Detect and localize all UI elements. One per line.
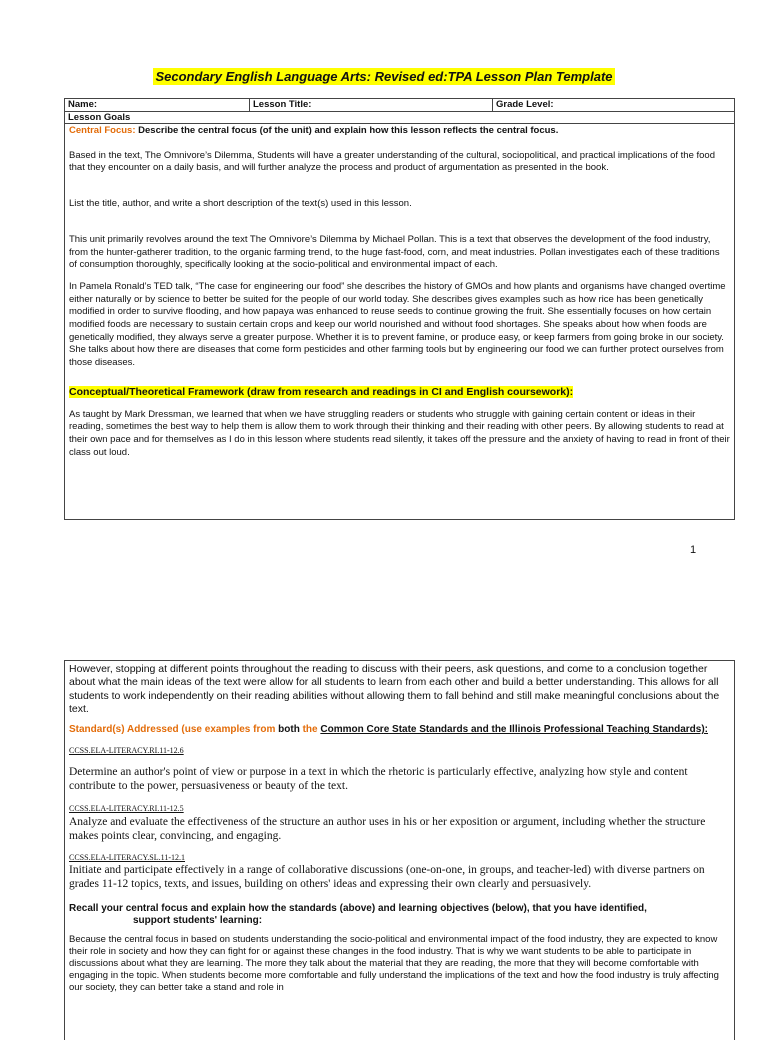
lesson-goals-content — [65, 124, 734, 459]
standard-code-3[interactable]: CCSS.ELA-LITERACY.SL.11-12.1 — [69, 852, 186, 862]
standard-text-1: Determine an author's point of view or purpose in a text in which the rhetoric is particularly effective, analyzing how style and content contribute to the power, persuasiveness or beauty of the text. — [69, 765, 688, 792]
texts-paragraph-2: In Pamela Ronald’s TED talk, “The case for engineering our food” she describes the history of GMOs and how plants and organisms have changed overtime either naturally or by science to better be suited for the people of our world today. She describes gives examples such as how rice has been genetically modified in order to survive flooding, and how papaya was enhanced to reuse seeds to continue growing the fruit. She essentially focuses on how certain modified foods are necessary to sustain certain crops and keep our world nourished and without food shortages. She speaks about how when foods are genetically modified, they always serve a greater purpose. Whether it is to prevent famine, or produce easy, or keep farmers from going broke in our society. She talks about how there are diseases that come form pesticides and other farming tools but by engineering our food we can further protect ourselves from those diseases. — [69, 280, 726, 369]
recall-text: Because the central focus in based on students understanding the socio-political and environmental impact of the food industry, they are expected to know their role in society and how they can fight for or against these changes in the food industry. That is why we want students to be able to participate in discussions about what they are learning. The more they talk about the material that they are reading, the more that they will become comfortable with engaging in the topic. When students become more comfortable and fully understand the implications of the text and how the food industry is truly affecting our society, they can better take a stand and role in — [69, 933, 719, 993]
central-focus-heading — [69, 125, 730, 138]
texts-prompt: List the title, author, and write a short description of the text(s) used in this lesson. — [69, 198, 412, 210]
document-title: Secondary English Language Arts: Revised ed:TPA Lesson Plan Template — [155, 69, 613, 84]
continuation-text: However, stopping at different points throughout the reading to discuss with their peers, ask questions, and come to a conclusion together about what the main ideas of the text were allow for all students to learn from each other and build a better understanding. This allows for all students to work independently on their reading abilities without allowing them to fall behind and still make meaningful conclusions about the text. — [69, 663, 720, 715]
framework-heading: Conceptual/Theoretical Framework (draw from research and readings in CI and English coursework): — [69, 385, 574, 398]
lesson-goals-label: Lesson Goals — [65, 112, 734, 124]
recall-prompt-1: Recall your central focus and explain how the standards (above) and learning objectives (below), that you have identified, — [69, 902, 647, 914]
central-focus-label: Central Focus: — [69, 125, 136, 136]
document-title-wrap — [0, 68, 768, 86]
standard-text-2: Analyze and evaluate the effectiveness of the structure an author uses in his or her exposition or argument, including whether the structure makes points clear, convincing, and engaging. — [69, 815, 706, 842]
page-number: 1 — [690, 544, 697, 556]
standards-label-both: both — [278, 724, 300, 736]
header-row — [65, 99, 734, 112]
texts-paragraph-1: This unit primarily revolves around the text The Omnivore’s Dilemma by Michael Pollan. This is a text that observes the development of the food industry, from the hunter-gatherer tradition, to the organic farming trend, to the huge fast-food, corn, and meat industries. Pollan investigates each of these traditions of consumption thoroughly, specifically looking at the socio-political and environmental impact of each. — [69, 233, 720, 271]
framework-text: As taught by Mark Dressman, we learned that when we have struggling readers or students who struggle with gaining certain content or ideas in their reading, sometimes the best way to help them is allow them to work through their thinking and their reading with other peers. By allowing students to read at their own pace and for themselves as I do in this lesson where students read silently, it takes off the pressure and the anxiety of having to read in front of their class out loud. — [69, 408, 730, 458]
grade-level-label: Grade Level: — [496, 99, 554, 110]
standard-code-2[interactable]: CCSS.ELA-LITERACY.RI.11-12.5 — [69, 803, 184, 813]
central-focus-prompt: Describe the central focus (of the unit) and explain how this lesson reflects the central focus. — [138, 125, 559, 136]
central-focus-text: Based in the text, The Omnivore’s Dilemma, Students will have a greater understanding of the cultural, sociopolitical, and practical implications of the food that they encounter on a daily basis, and will further analyze the process and product of argumentation as presented in the book. — [69, 149, 715, 174]
lesson-plan-table-page2 — [64, 660, 735, 1040]
standards-link[interactable]: Common Core State Standards and the Illinois Professional Teaching Standards): — [320, 724, 709, 736]
standards-label-a: Standard(s) Addressed (use examples from — [69, 724, 279, 736]
name-label: Name: — [65, 99, 250, 111]
standard-code-1[interactable]: CCSS.ELA-LITERACY.RI.11-12.6 — [69, 745, 184, 755]
standards-label-the: the — [299, 724, 321, 736]
lesson-title-label: Lesson Title: — [250, 99, 493, 111]
standard-text-3: Initiate and participate effectively in a range of collaborative discussions (one-on-one, in groups, and teacher-led) with diverse partners on grades 11-12 topics, texts, and issues, building on others' ideas and expressing their own clearly and persuasively. — [69, 863, 705, 890]
lesson-plan-table-page1 — [64, 98, 735, 520]
standards-heading — [69, 724, 730, 737]
page2-content — [65, 661, 734, 994]
recall-prompt-2: support students' learning: — [133, 914, 263, 926]
framework-heading-line — [69, 386, 730, 400]
